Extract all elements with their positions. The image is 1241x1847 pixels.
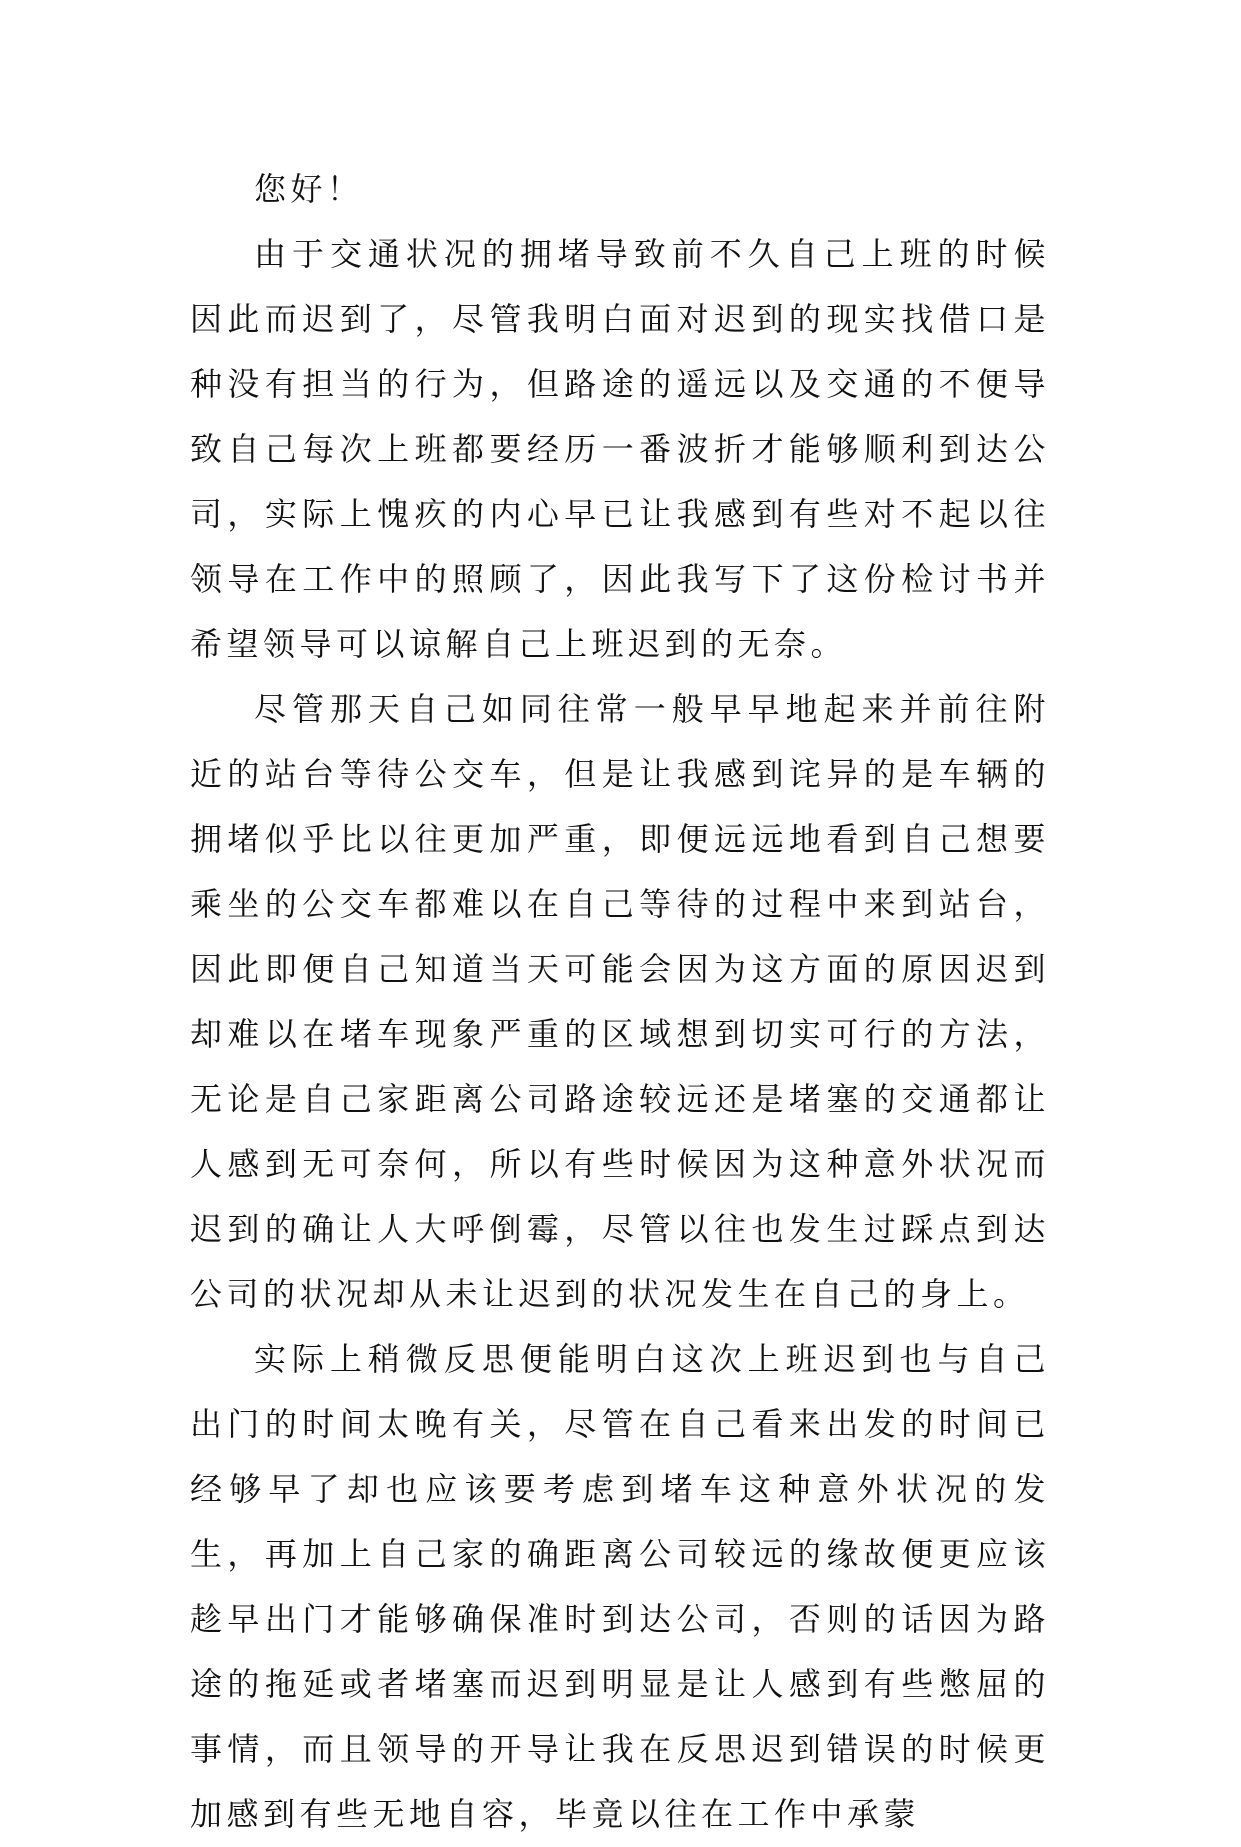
paragraph-2: 尽管那天自己如同往常一般早早地起来并前往附近的站台等待公交车，但是让我感到诧异的是车辆的拥堵似乎比以往更加严重，即便远远地看到自己想要乘坐的公交车都难以在自己等待的过程中来到站台，因此即便自己知道当天可能会因为这方面的原因迟到却难以在堵车现象严重的区域想到切实可行的方法，无论是自己家距离公司路途较远还是堵塞的交通都让人感到无可奈何，所以有些时候因为这种意外状况而迟到的确让人大呼倒霉，尽管以往也发生过踩点到达公司的状况却从未让迟到的状况发生在自己的身上。 xyxy=(190,690,1050,1313)
paragraph-3: 实际上稍微反思便能明白这次上班迟到也与自己出门的时间太晚有关，尽管在自己看来出发的时间已经够早了却也应该要考虑到堵车这种意外状况的发生，再加上自己家的确距离公司较远的缘故便更应该趁早出门才能够确保准时到达公司，否则的话因为路途的拖延或者堵塞而迟到明显是让人感到有些憋屈的事情，而且领导的开导让我在反思迟到错误的时候更加感到有些无地自容，毕竟以往在工作中承蒙 xyxy=(190,1340,1050,1833)
document-body xyxy=(190,157,1050,1847)
greeting-line: 您好！ xyxy=(254,170,364,208)
paragraph-1: 由于交通状况的拥堵导致前不久自己上班的时候因此而迟到了，尽管我明白面对迟到的现实找借口是种没有担当的行为，但路途的遥远以及交通的不便导致自己每次上班都要经历一番波折才能够顺利到达公司，实际上愧疚的内心早已让我感到有些对不起以往领导在工作中的照顾了，因此我写下了这份检讨书并希望领导可以谅解自己上班迟到的无奈。 xyxy=(190,235,1050,663)
